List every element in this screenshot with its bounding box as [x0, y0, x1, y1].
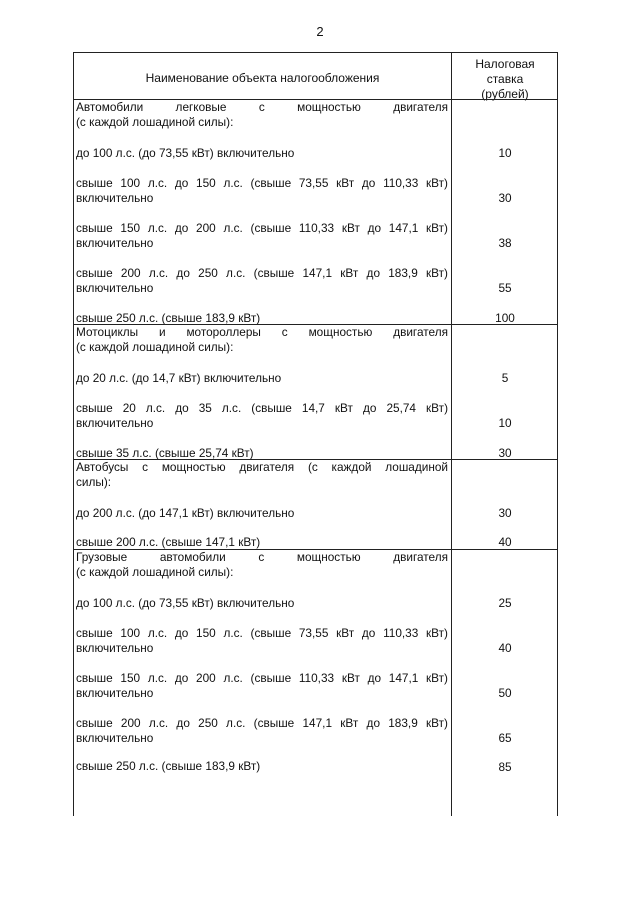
rate-value: 40	[498, 535, 512, 549]
row-text: включительно	[76, 281, 154, 295]
row-text: включительно	[76, 686, 154, 700]
table-row	[76, 596, 448, 611]
row-text: свыше 200 л.с. до 250 л.с. (свыше 147,1 кВт до 183,9 кВт)	[76, 266, 448, 280]
row-text: до 200 л.с. (до 147,1 кВт) включительно	[76, 506, 295, 520]
group-title-line: Автобусы с мощностью двигателя (с каждой лошадиной	[76, 460, 448, 474]
row-text: до 100 л.с. (до 73,55 кВт) включительно	[76, 146, 295, 160]
rate-value: 85	[498, 760, 512, 774]
group-title-line: силы):	[76, 475, 112, 489]
rate-value: 10	[498, 416, 512, 430]
header-tax-rate	[452, 57, 558, 102]
table-row	[76, 371, 448, 386]
rate-value: 100	[495, 311, 515, 325]
table-row	[76, 626, 448, 656]
rate-value: 30	[498, 446, 512, 460]
row-text: до 20 л.с. (до 14,7 кВт) включительно	[76, 371, 282, 385]
page-number: 2	[316, 24, 324, 39]
rate-value: 25	[498, 596, 512, 610]
row-text: свыше 250 л.с. (свыше 183,9 кВт)	[76, 759, 261, 773]
tax-rate-table	[73, 52, 558, 816]
header-rate-line: (рублей)	[481, 87, 529, 101]
rate-value: 65	[498, 731, 512, 745]
group-title-line: (с каждой лошадиной силы):	[76, 565, 234, 579]
table-row	[76, 176, 448, 206]
table-row	[76, 671, 448, 701]
group-title-passenger-cars	[76, 100, 448, 130]
row-text: включительно	[76, 191, 154, 205]
row-text: включительно	[76, 731, 154, 745]
rate-value: 10	[498, 146, 512, 160]
column-divider	[451, 53, 452, 816]
row-text: включительно	[76, 416, 154, 430]
row-text: свыше 100 л.с. до 150 л.с. (свыше 73,55 кВт до 110,33 кВт)	[76, 176, 448, 190]
row-text: до 100 л.с. (до 73,55 кВт) включительно	[76, 596, 295, 610]
rate-value: 30	[498, 506, 512, 520]
table-row	[76, 535, 448, 550]
rate-value: 50	[498, 686, 512, 700]
rate-value: 38	[498, 236, 512, 250]
rate-value: 55	[498, 281, 512, 295]
table-row	[76, 506, 448, 521]
row-text: свыше 250 л.с. (свыше 183,9 кВт)	[76, 311, 261, 325]
group-title-line: (с каждой лошадиной силы):	[76, 340, 234, 354]
row-text: свыше 200 л.с. (свыше 147,1 кВт)	[76, 535, 261, 549]
table-row	[76, 221, 448, 251]
row-text: включительно	[76, 641, 154, 655]
row-text: свыше 20 л.с. до 35 л.с. (свыше 14,7 кВт до 25,74 кВт)	[76, 401, 448, 415]
header-object-name: Наименование объекта налогообложения	[145, 71, 380, 85]
group-title-motorcycles	[76, 325, 448, 355]
table-row	[76, 146, 448, 161]
table-row	[76, 401, 448, 431]
rate-value: 30	[498, 191, 512, 205]
group-title-line: Мотоциклы и мотороллеры с мощностью двигателя	[76, 325, 448, 339]
rate-value: 40	[498, 641, 512, 655]
row-text: включительно	[76, 236, 154, 250]
header-rate-line: ставка	[486, 72, 524, 86]
row-text: свыше 35 л.с. (свыше 25,74 кВт)	[76, 446, 254, 460]
row-text: свыше 100 л.с. до 150 л.с. (свыше 73,55 кВт до 110,33 кВт)	[76, 626, 448, 640]
group-title-line: Автомобили легковые с мощностью двигателя	[76, 100, 448, 114]
group-title-line: (с каждой лошадиной силы):	[76, 115, 234, 129]
header-rate-line: Налоговая	[475, 57, 535, 71]
rate-value: 5	[501, 371, 509, 385]
group-title-trucks	[76, 550, 448, 580]
row-text: свыше 200 л.с. до 250 л.с. (свыше 147,1 кВт до 183,9 кВт)	[76, 716, 448, 730]
table-row	[76, 266, 448, 296]
row-text: свыше 150 л.с. до 200 л.с. (свыше 110,33 кВт до 147,1 кВт)	[76, 671, 448, 685]
table-row	[76, 716, 448, 746]
group-title-line: Грузовые автомобили с мощностью двигателя	[76, 550, 448, 564]
row-text: свыше 150 л.с. до 200 л.с. (свыше 110,33 кВт до 147,1 кВт)	[76, 221, 448, 235]
table-row	[76, 759, 448, 774]
group-title-buses	[76, 460, 448, 490]
